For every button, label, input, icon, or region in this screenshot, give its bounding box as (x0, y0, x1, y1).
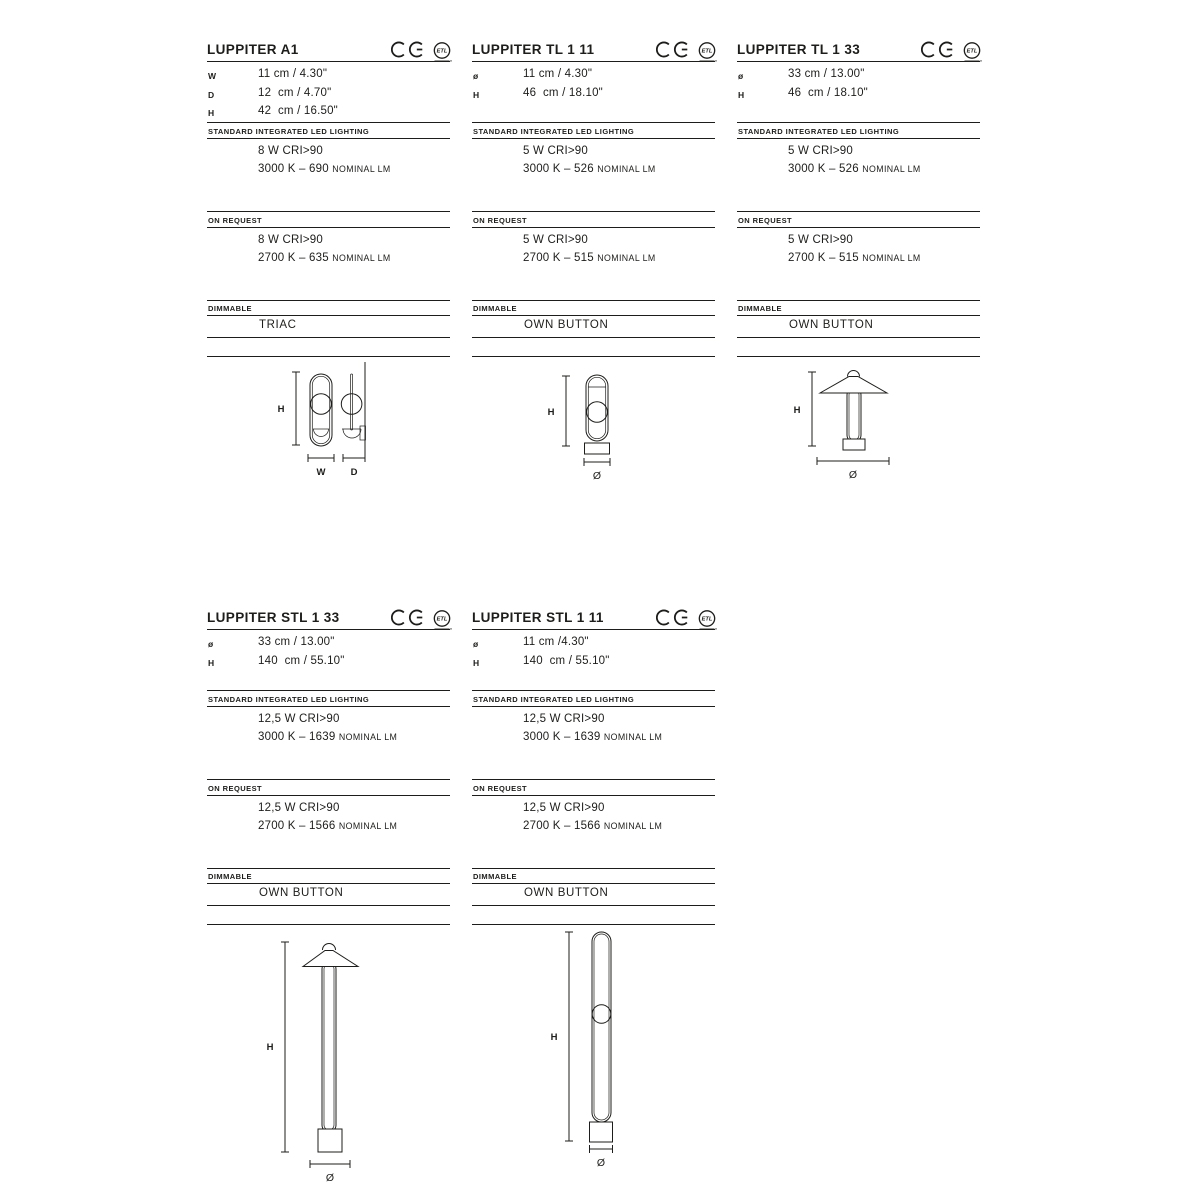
wattage-spec: 5 W CRI>90 (788, 145, 853, 157)
wattage-spec: 5 W CRI>90 (523, 233, 588, 246)
divider (737, 337, 980, 338)
dimension-label: ø (473, 71, 479, 81)
dimension-value: 140 cm / 55.10" (523, 654, 610, 667)
dimension-value: 11 cm / 4.30" (258, 68, 328, 80)
divider (737, 122, 980, 123)
card-luppiter-tl-1-11 (472, 40, 715, 495)
card-luppiter-stl-1-11 (472, 608, 715, 1193)
divider (472, 690, 715, 691)
h-dimension-label: H (547, 407, 555, 418)
divider (207, 227, 450, 228)
on-request-heading: ON REQUEST (473, 215, 528, 225)
wattage-spec: 12,5 W CRI>90 (523, 801, 605, 814)
divider (207, 629, 450, 630)
dimensions-block (472, 67, 715, 104)
technical-drawing-floor-lamp-shade (207, 928, 450, 1192)
standard-led-heading: STANDARD INTEGRATED LED LIGHTING (208, 694, 370, 704)
dimension-label: ø (738, 71, 744, 81)
product-title: LUPPITER STL 1 33 (207, 610, 340, 625)
standard-led-specs (258, 142, 391, 178)
dimension-value: 33 cm / 13.00" (788, 68, 865, 80)
standard-led-heading: STANDARD INTEGRATED LED LIGHTING (473, 694, 635, 704)
dimension-row (207, 86, 450, 105)
dimension-value: 11 cm / 4.30" (523, 68, 593, 80)
dimension-value: 42 cm / 16.50" (258, 105, 338, 117)
svg-text:ETL: ETL (436, 48, 448, 55)
kelvin-spec: 2700 K – 635 NOMINAL LM (258, 251, 391, 264)
dimension-row (207, 104, 450, 123)
nominal-lm-suffix: NOMINAL LM (332, 252, 391, 263)
dimension-label: ø (208, 639, 214, 649)
ce-mark-icon (656, 41, 692, 58)
ce-mark-icon (921, 41, 957, 58)
wattage-spec: 8 W CRI>90 (258, 233, 323, 246)
divider (472, 337, 715, 338)
divider (737, 300, 980, 301)
ce-mark-icon (391, 609, 427, 626)
h-dimension-label: H (550, 1032, 558, 1043)
on-request-specs (788, 231, 921, 267)
dimmable-value: OWN BUTTON (524, 319, 609, 331)
standard-led-heading: STANDARD INTEGRATED LED LIGHTING (473, 126, 635, 136)
dimmable-value: TRIAC (259, 319, 297, 331)
divider (472, 356, 715, 357)
product-title: LUPPITER A1 (207, 42, 299, 57)
h-dimension-label: H (266, 1042, 274, 1053)
product-title: LUPPITER TL 1 33 (737, 42, 861, 57)
svg-text:ETL: ETL (701, 616, 713, 623)
divider (207, 138, 450, 139)
wattage-spec: 12,5 W CRI>90 (523, 713, 605, 725)
divider (737, 356, 980, 357)
product-title: LUPPITER TL 1 11 (472, 42, 595, 57)
standard-led-specs (788, 142, 921, 178)
kelvin-spec: 3000 K – 1639 NOMINAL LM (258, 731, 398, 743)
d-dimension-label: D (350, 467, 358, 478)
dimensions-block (207, 67, 450, 123)
divider (207, 905, 450, 906)
divider (737, 211, 980, 212)
dimension-label: H (208, 657, 215, 668)
wattage-spec: 12,5 W CRI>90 (258, 713, 340, 725)
card-luppiter-tl-1-33 (737, 40, 980, 495)
on-request-heading: ON REQUEST (473, 783, 528, 793)
divider (207, 868, 450, 869)
divider (472, 211, 715, 212)
kelvin-spec: 3000 K – 526 NOMINAL LM (788, 163, 921, 175)
wattage-spec: 12,5 W CRI>90 (258, 801, 340, 814)
card-luppiter-a1 (207, 40, 450, 495)
divider (472, 227, 715, 228)
dimension-label: W (208, 71, 217, 81)
on-request-heading: ON REQUEST (208, 783, 263, 793)
on-request-specs (523, 799, 662, 835)
nominal-lm-suffix: NOMINAL LM (597, 252, 656, 263)
on-request-specs (523, 231, 656, 267)
on-request-specs (258, 231, 391, 267)
dimension-label: D (208, 89, 215, 100)
wattage-spec: 5 W CRI>90 (523, 145, 588, 157)
svg-text:ETL: ETL (436, 616, 448, 623)
divider (207, 924, 450, 925)
standard-led-heading: STANDARD INTEGRATED LED LIGHTING (208, 126, 370, 136)
dimmable-heading: DIMMABLE (473, 872, 518, 881)
nominal-lm-suffix: NOMINAL LM (603, 732, 663, 742)
divider (472, 315, 715, 316)
divider (472, 868, 715, 869)
kelvin-spec: 3000 K – 526 NOMINAL LM (523, 163, 656, 175)
dimension-row (737, 86, 980, 105)
divider (472, 924, 715, 925)
nominal-lm-suffix: NOMINAL LM (597, 164, 656, 174)
dimension-row (737, 67, 980, 86)
divider (207, 122, 450, 123)
dimension-value: 11 cm /4.30" (523, 636, 589, 648)
diameter-dimension-label: Ø (325, 1172, 335, 1184)
divider (207, 211, 450, 212)
divider (472, 629, 715, 630)
dimension-row (207, 67, 450, 86)
h-dimension-label: H (277, 404, 285, 415)
dimension-value: 46 cm / 18.10" (523, 86, 603, 99)
technical-drawing-wall-lamp (207, 360, 450, 490)
on-request-heading: ON REQUEST (738, 215, 793, 225)
dimension-label: H (738, 89, 745, 100)
dimmable-value: OWN BUTTON (259, 887, 344, 899)
product-title: LUPPITER STL 1 11 (472, 610, 604, 625)
kelvin-spec: 3000 K – 1639 NOMINAL LM (523, 731, 663, 743)
divider (472, 122, 715, 123)
svg-text:ETL: ETL (701, 48, 713, 55)
divider (207, 300, 450, 301)
dimension-row (207, 654, 450, 673)
divider (207, 795, 450, 796)
dimmable-value: OWN BUTTON (789, 319, 874, 331)
dimensions-block (472, 635, 715, 672)
kelvin-spec: 2700 K – 515 NOMINAL LM (788, 251, 921, 264)
divider (737, 61, 980, 62)
dimensions-block (737, 67, 980, 104)
divider (472, 706, 715, 707)
nominal-lm-suffix: NOMINAL LM (338, 820, 398, 831)
dimension-label: H (473, 89, 480, 100)
standard-led-specs (523, 142, 656, 178)
card-luppiter-stl-1-33 (207, 608, 450, 1193)
nominal-lm-suffix: NOMINAL LM (332, 164, 391, 174)
divider (207, 61, 450, 62)
nominal-lm-suffix: NOMINAL LM (862, 164, 921, 174)
divider (737, 227, 980, 228)
divider (207, 883, 450, 884)
diameter-dimension-label: Ø (592, 470, 602, 482)
divider (207, 690, 450, 691)
divider (472, 779, 715, 780)
dimension-row (472, 635, 715, 654)
divider (737, 138, 980, 139)
kelvin-spec: 2700 K – 515 NOMINAL LM (523, 251, 656, 264)
ce-mark-icon (656, 609, 692, 626)
dimension-value: 140 cm / 55.10" (258, 654, 345, 667)
dimension-row (472, 86, 715, 105)
diameter-dimension-label: Ø (848, 469, 858, 481)
divider (207, 779, 450, 780)
dimension-row (472, 654, 715, 673)
dimmable-heading: DIMMABLE (738, 304, 783, 313)
divider (207, 337, 450, 338)
standard-led-specs (258, 710, 397, 746)
divider (472, 61, 715, 62)
svg-text:ETL: ETL (966, 48, 978, 55)
divider (207, 356, 450, 357)
technical-drawing-table-lamp (472, 360, 715, 490)
dimmable-heading: DIMMABLE (208, 304, 253, 313)
on-request-specs (258, 799, 397, 835)
ce-mark-icon (391, 41, 427, 58)
on-request-heading: ON REQUEST (208, 215, 263, 225)
kelvin-spec: 2700 K – 1566 NOMINAL LM (523, 819, 663, 832)
dimension-label: ø (473, 639, 479, 649)
standard-led-heading: STANDARD INTEGRATED LED LIGHTING (738, 126, 900, 136)
dimmable-heading: DIMMABLE (473, 304, 518, 313)
wattage-spec: 8 W CRI>90 (258, 145, 323, 157)
divider (737, 315, 980, 316)
diameter-dimension-label: Ø (596, 1157, 606, 1169)
divider (207, 315, 450, 316)
dimension-row (472, 67, 715, 86)
dimmable-heading: DIMMABLE (208, 872, 253, 881)
w-dimension-label: W (316, 467, 326, 478)
dimmable-value: OWN BUTTON (524, 887, 609, 899)
divider (472, 905, 715, 906)
technical-drawing-floor-lamp (472, 928, 715, 1180)
divider (472, 883, 715, 884)
dimensions-block (207, 635, 450, 672)
dimension-value: 46 cm / 18.10" (788, 86, 868, 99)
divider (472, 300, 715, 301)
nominal-lm-suffix: NOMINAL LM (603, 820, 663, 831)
kelvin-spec: 2700 K – 1566 NOMINAL LM (258, 819, 398, 832)
divider (207, 706, 450, 707)
h-dimension-label: H (793, 405, 801, 416)
dimension-value: 12 cm / 4.70" (258, 86, 332, 99)
technical-drawing-table-lamp-shade (737, 360, 980, 490)
standard-led-specs (523, 710, 662, 746)
dimension-label: H (473, 657, 480, 668)
divider (472, 138, 715, 139)
nominal-lm-suffix: NOMINAL LM (338, 732, 398, 742)
divider (472, 795, 715, 796)
dimension-row (207, 635, 450, 654)
nominal-lm-suffix: NOMINAL LM (862, 252, 921, 263)
dimension-label: H (208, 108, 215, 118)
kelvin-spec: 3000 K – 690 NOMINAL LM (258, 163, 391, 175)
wattage-spec: 5 W CRI>90 (788, 233, 853, 246)
dimension-value: 33 cm / 13.00" (258, 636, 335, 648)
